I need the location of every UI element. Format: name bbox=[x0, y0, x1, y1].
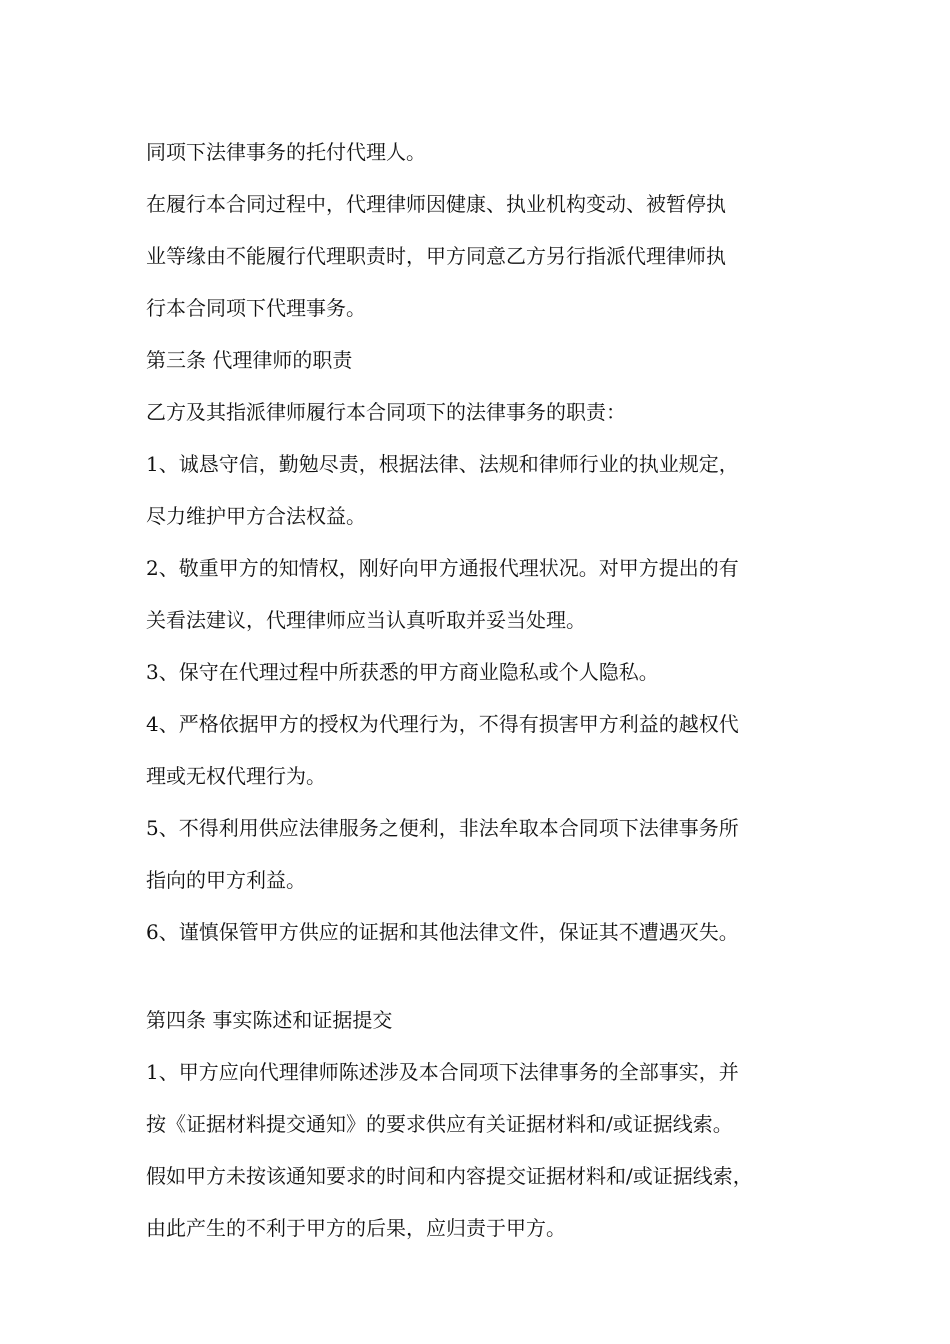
paragraph-gap bbox=[146, 958, 836, 994]
text-line: 同项下法律事务的托付代理人。 bbox=[146, 140, 426, 164]
text-line: 尽力维护甲方合法权益。 bbox=[146, 504, 366, 528]
list-item-6: 6、谨慎保管甲方供应的证据和其他法律文件，保证其不遭遇灭失。 bbox=[146, 920, 739, 944]
section-heading-4: 第四条 事实陈述和证据提交 bbox=[146, 1008, 393, 1032]
text-line: 在履行本合同过程中，代理律师因健康、执业机构变动、被暂停执 bbox=[146, 192, 726, 216]
text-line: 乙方及其指派律师履行本合同项下的法律事务的职责： bbox=[146, 400, 626, 424]
text-line: 行本合同项下代理事务。 bbox=[146, 296, 366, 320]
list-item-3: 3、保守在代理过程中所获悉的甲方商业隐私或个人隐私。 bbox=[146, 660, 659, 684]
list-item-1: 1、诚恳守信，勤勉尽责，根据法律、法规和律师行业的执业规定， bbox=[146, 452, 739, 476]
document-page bbox=[146, 126, 836, 1254]
list-item-4: 4、严格依据甲方的授权为代理行为，不得有损害甲方利益的越权代 bbox=[146, 712, 739, 736]
text-line: 关看法建议，代理律师应当认真听取并妥当处理。 bbox=[146, 608, 586, 632]
section-heading-3: 第三条 代理律师的职责 bbox=[146, 348, 353, 372]
text-line: 理或无权代理行为。 bbox=[146, 764, 326, 788]
list-item-1: 1、甲方应向代理律师陈述涉及本合同项下法律事务的全部事实，并 bbox=[146, 1060, 739, 1084]
text-line: 按《证据材料提交通知》的要求供应有关证据材料和/或证据线索。 bbox=[146, 1112, 733, 1136]
list-item-5: 5、不得利用供应法律服务之便利，非法牟取本合同项下法律事务所 bbox=[146, 816, 739, 840]
text-line: 业等缘由不能履行代理职责时，甲方同意乙方另行指派代理律师执 bbox=[146, 244, 726, 268]
list-item-2: 2、敬重甲方的知情权，刚好向甲方通报代理状况。对甲方提出的有 bbox=[146, 556, 739, 580]
text-line: 假如甲方未按该通知要求的时间和内容提交证据材料和/或证据线索， bbox=[146, 1164, 753, 1188]
text-line: 由此产生的不利于甲方的后果，应归责于甲方。 bbox=[146, 1216, 566, 1240]
text-line: 指向的甲方利益。 bbox=[146, 868, 306, 892]
